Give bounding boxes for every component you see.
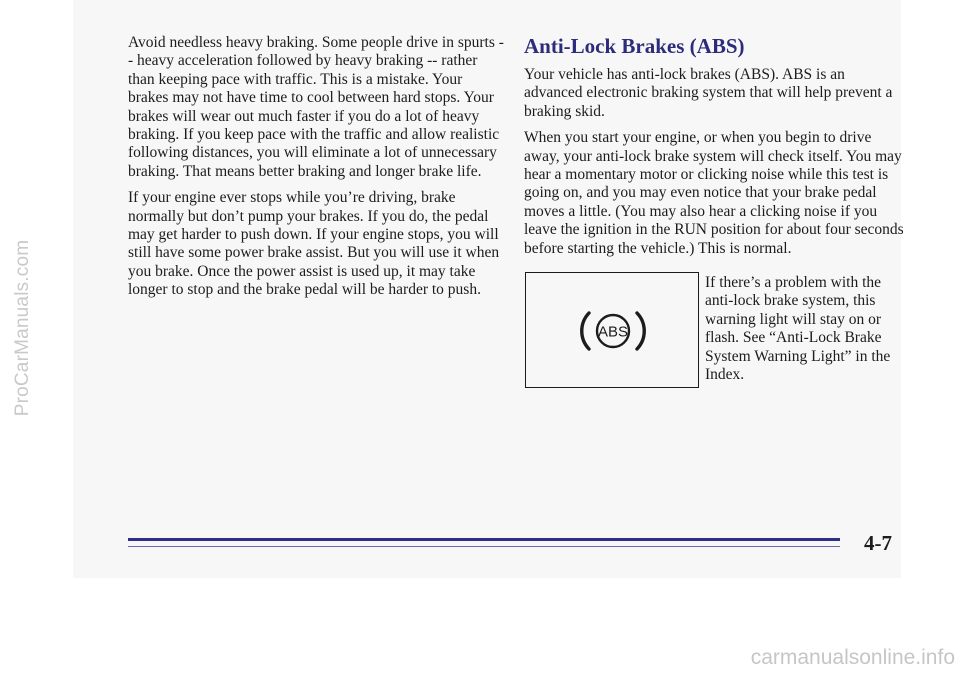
footer-rule [128,538,840,541]
side-watermark-text: ProCarManuals.com [12,239,33,417]
left-column [128,34,504,308]
abs-icon-label: ABS [597,323,629,341]
right-column [524,34,904,392]
footer-rule-thin [128,546,840,547]
abs-figure [524,272,904,392]
side-watermark [10,48,36,608]
abs-figure-caption: If there’s a problem with the anti-lock brake system, this warning light will stay on or flash. See “Anti-Lock Brake System Warning Light” in the Index. [705,274,891,384]
footer-watermark [0,646,960,670]
page-number: 4-7 [864,531,892,555]
abs-warning-icon [575,303,651,359]
paragraph-abs-intro: Your vehicle has anti-lock brakes (ABS). ABS is an advanced electronic braking system that will help prevent a braking skid. [524,66,893,120]
paragraph-abs-self-check: When you start your engine, or when you begin to drive away, your anti-lock brake system will check itself. You may hear a momentary motor or clicking noise while this test is going on, and you may even notice that your brake pedal moves a little. (You may also hear a clicking noise if you leave the ignition in the RUN position for about four seconds before starting the vehicle.) This is normal. [524,129,904,257]
paragraph-heavy-braking: Avoid needless heavy braking. Some people drive in spurts -- heavy acceleration followed by heavy braking -- rather than keeping pace with traffic. This is a mistake. Your brakes may not have time to cool between hard stops. Your brakes will wear out much faster if you do a lot of heavy braking. If you keep pace with the traffic and allow realistic following distances, you will eliminate a lot of unnecessary braking. That means better braking and longer brake life. [128,34,504,180]
section-heading: Anti-Lock Brakes (ABS) [524,34,745,58]
footer-watermark-text: carmanualsonline.info [750,646,955,669]
paragraph-engine-stops: If your engine ever stops while you’re driving, brake normally but don’t pump your brakes. If you do, the pedal may get harder to push down. If your engine stops, you will still have some power brake assist. But you will use it when you brake. Once the power assist is used up, it may take longer to stop and the brake pedal will be harder to push. [128,189,500,299]
abs-warning-light-illustration [525,272,699,388]
